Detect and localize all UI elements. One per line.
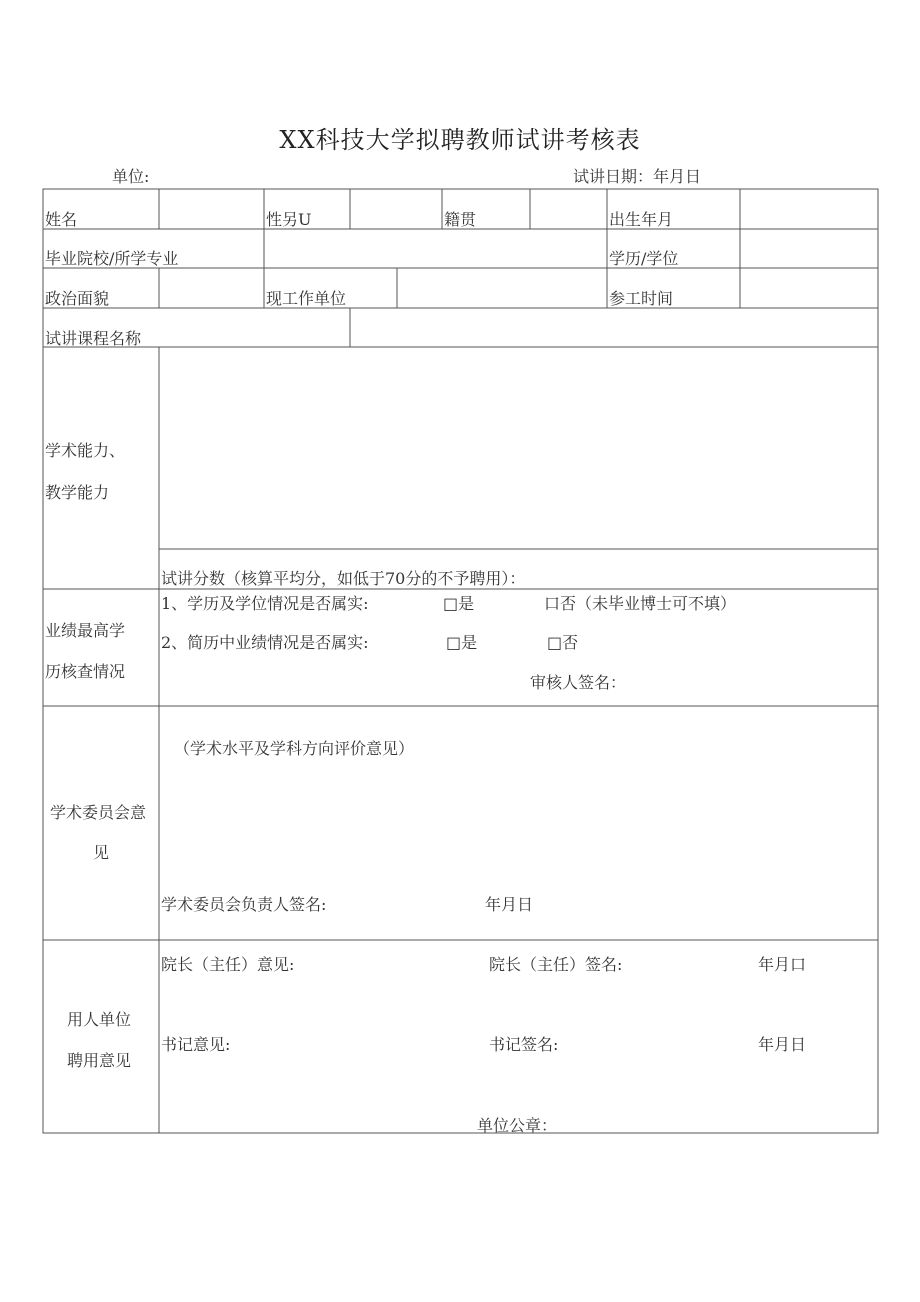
date-label: 试讲日期：年月日 — [573, 167, 702, 186]
birth-date-field[interactable] — [742, 191, 876, 227]
employer-label-line1: 用人单位 — [67, 1010, 132, 1029]
native-place-field[interactable] — [532, 191, 605, 227]
birth-date-label: 出生年月 — [609, 210, 674, 229]
page-title: XX科技大学拟聘教师试讲考核表 — [279, 126, 641, 154]
ability-label-line2: 教学能力 — [45, 483, 110, 502]
ability-field[interactable] — [161, 349, 876, 547]
committee-date: 年月日 — [485, 895, 534, 914]
employer-label-line2: 聘用意见 — [67, 1051, 132, 1070]
course-name-label: 试讲课程名称 — [45, 329, 142, 348]
q1-no-checkbox[interactable]: 口否（未毕业博士可不填） — [544, 594, 737, 613]
secretary-opinion-label: 书记意见: — [161, 1035, 231, 1054]
verify-label-line2: 历核查情况 — [45, 662, 126, 681]
dean-opinion-label: 院长（主任）意见: — [161, 955, 295, 974]
committee-label-line1: 学术委员会意 — [50, 803, 147, 822]
verify-label-line1: 业绩最高学 — [45, 621, 126, 640]
q2-yes-checkbox[interactable]: □是 — [446, 633, 478, 652]
political-status-field[interactable] — [161, 270, 262, 306]
degree-field[interactable] — [742, 231, 876, 266]
score-label: 试讲分数（核算平均分，如低于70分的不予聘用）： — [161, 569, 526, 588]
gender-label: 性另U — [266, 210, 312, 229]
committee-label-line2: 见 — [93, 843, 110, 862]
committee-signature-label: 学术委员会负责人签名: — [161, 895, 327, 914]
native-place-label: 籍贯 — [444, 210, 477, 229]
dean-signature-label: 院长（主任）签名: — [489, 955, 623, 974]
secretary-signature-label: 书记签名: — [489, 1035, 559, 1054]
name-label: 姓名 — [45, 210, 78, 229]
verify-question-2: 2、简历中业绩情况是否属实: — [161, 633, 369, 652]
school-major-field[interactable] — [266, 231, 605, 266]
school-major-label: 毕业院校/所学专业 — [45, 249, 179, 268]
work-start-label: 参工时间 — [609, 289, 674, 308]
gender-field[interactable] — [352, 191, 440, 227]
political-status-label: 政治面貌 — [45, 289, 110, 308]
dean-date: 年月口 — [758, 955, 807, 974]
work-start-field[interactable] — [742, 270, 876, 306]
verify-question-1: 1、学历及学位情况是否属实: — [161, 594, 369, 613]
reviewer-signature-label: 审核人签名： — [530, 673, 627, 692]
workplace-field[interactable] — [399, 270, 605, 306]
unit-stamp-label: 单位公章： — [477, 1116, 558, 1135]
q2-no-checkbox[interactable]: □否 — [547, 633, 579, 652]
committee-opinion-field[interactable] — [161, 760, 876, 880]
committee-hint: （学术水平及学科方向评价意见） — [174, 739, 415, 758]
degree-label: 学历/学位 — [609, 249, 679, 268]
unit-label: 单位: — [112, 167, 150, 186]
secretary-date: 年月日 — [758, 1035, 807, 1054]
name-field[interactable] — [161, 191, 262, 227]
course-name-field[interactable] — [352, 310, 876, 345]
q1-yes-checkbox[interactable]: □是 — [443, 594, 475, 613]
ability-label-line1: 学术能力、 — [45, 441, 126, 460]
workplace-label: 现工作单位 — [266, 289, 347, 308]
